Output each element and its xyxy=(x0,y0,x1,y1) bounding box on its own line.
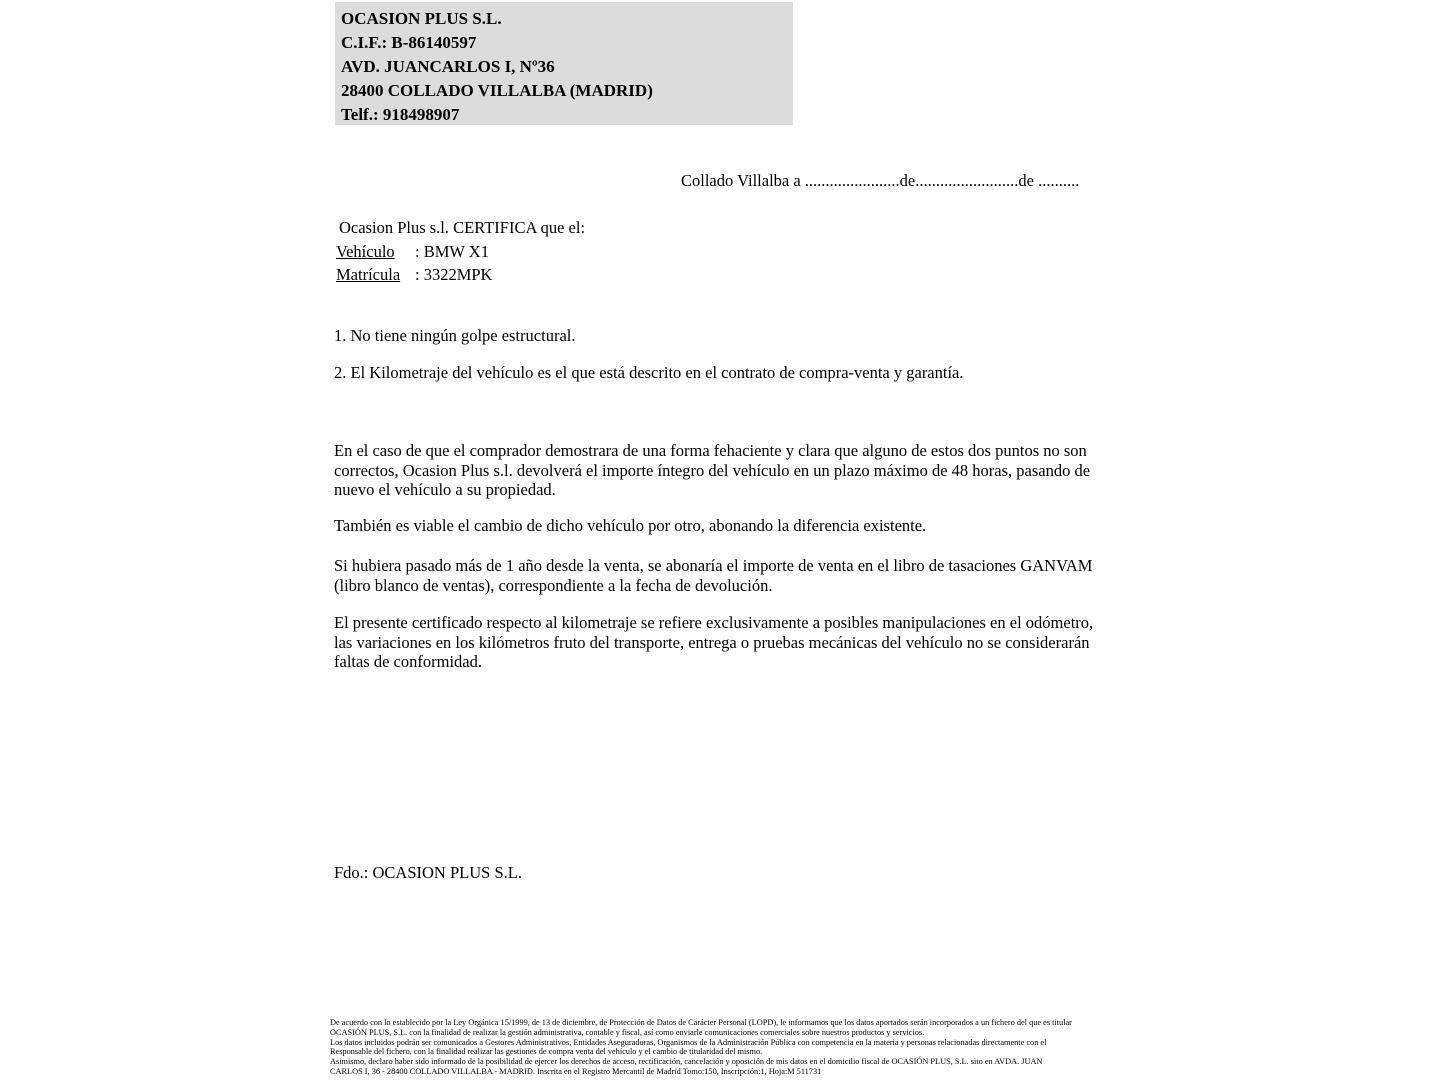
company-address: AVD. JUANCARLOS I, Nº36 xyxy=(341,57,555,76)
exchange-clause-paragraph: También es viable el cambio de dicho vehículo por otro, abonando la diferencia existente. xyxy=(334,516,927,535)
company-name: OCASION PLUS S.L. xyxy=(341,9,502,28)
company-city: 28400 COLLADO VILLALBA (MADRID) xyxy=(341,81,653,100)
odometer-clause-paragraph: El presente certificado respecto al kilometraje se refiere exclusivamente a posibles manipulaciones en el odómetro, las variaciones en los kilómetros fruto del transporte, entrega o pruebas mecánicas del vehículo no se considerarán faltas de conformidad. xyxy=(334,613,1094,671)
company-letterhead xyxy=(335,2,793,125)
plate-field-row xyxy=(336,263,585,287)
legal-footer-line: Los datos incluidos podrán ser comunicados a Gestores Administrativos, Entidades Aseguradoras, Organismos de la Administración Pública con competencia en la materia y personas relacionadas directamente con el xyxy=(330,1037,1047,1047)
ganvam-clause-paragraph: Si hubiera pasado más de 1 año desde la venta, se abonaría el importe de venta en el libro de tasaciones GANVAM (libro blanco de ventas), correspondiente a la fecha de devolución. xyxy=(334,556,1093,595)
date-line: Collado Villalba a .......................de.........................de .......... xyxy=(681,171,1080,190)
certification-intro: Ocasion Plus s.l. CERTIFICA que el: xyxy=(339,218,586,237)
company-cif: C.I.F.: B-86140597 xyxy=(341,33,477,52)
vehicle-field-row xyxy=(336,240,585,264)
certified-point-2: 2. El Kilometraje del vehículo es el que está descrito en el contrato de compra-venta y garantía. xyxy=(334,363,964,382)
plate-field-label: Matrícula xyxy=(336,265,401,284)
legal-footer-line: Responsable del fichero, con la finalidad realizar las gestiones de compra venta del vehículo y el cambio de titularidad del mismo. xyxy=(330,1047,763,1057)
vehicle-field-value: : BMW X1 xyxy=(415,241,489,261)
legal-footer-line: CARLOS I, 36 - 28400 COLLADO VILLALBA - MADRID. Inscrita en el Registro Mercantil de Madrid Tomo:150, Inscripción:1, Hoja:M 511731 xyxy=(330,1066,822,1076)
legal-footer-line: Asimismo, declaro haber sido informado de la posibilidad de ejercer los derechos de acceso, rectificación, cancelación y oposición de mis datos en el domicilio fiscal de OCASIÓN PLUS, S.L. sito en AVDA. JUAN xyxy=(330,1057,1043,1066)
certified-point-1: 1. No tiene ningún golpe estructural. xyxy=(334,326,576,345)
refund-clause-paragraph: En el caso de que el comprador demostrara de una forma fehaciente y clara que alguno de estos dos puntos no son correctos, Ocasion Plus s.l. devolverá el importe íntegro del vehículo en un plazo máximo de 48 horas, pasando de nuevo el vehículo a su propiedad. xyxy=(334,441,1091,499)
certification-block xyxy=(336,216,585,287)
legal-footer-line: De acuerdo con lo establecido por la Ley Orgánica 15/1999, de 13 de diciembre, de Protección de Datos de Carácter Personal (LOPD), le informamos que los datos aportados serán incorporados a un fichero del que es titular xyxy=(330,1018,1072,1027)
vehicle-field-label: Vehículo xyxy=(336,241,395,261)
plate-field-value: : 3322MPK xyxy=(415,265,493,284)
legal-footer xyxy=(330,1018,1072,1077)
legal-footer-line: OCASIÓN PLUS, S.L. con la finalidad de realizar la gestión administrativa, contable y fiscal, así como enviarle comunicaciones comerciales sobre nuestros productos y servicios. xyxy=(330,1027,925,1037)
signature-line: Fdo.: OCASION PLUS S.L. xyxy=(334,863,522,882)
company-phone: Telf.: 918498907 xyxy=(341,105,460,124)
